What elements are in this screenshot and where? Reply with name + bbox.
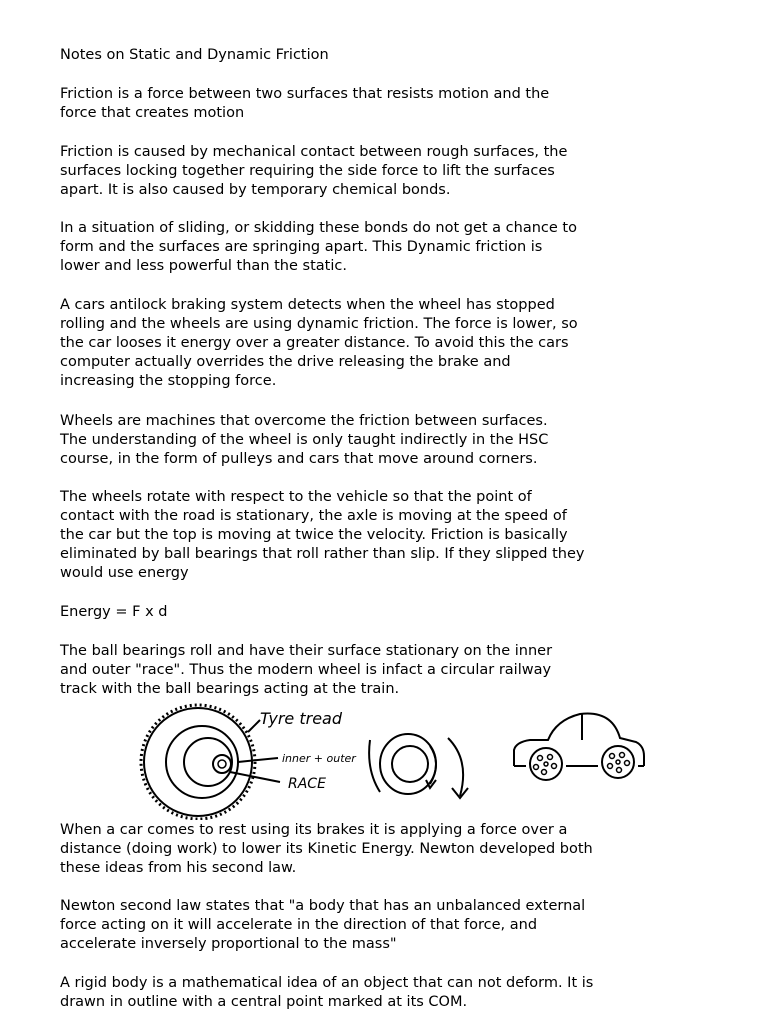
paragraph-wheel-rotation: The wheels rotate with respect to the vehicle so that the point of contact with the road is stationary, the axle is moving at the speed of the car but the top is moving at twice the velocity. Friction is basically eliminated by ball bearings that roll rather than slip. If they slipped they would use energy <box>60 489 585 581</box>
energy-formula: Energy = F x d <box>60 604 168 620</box>
paragraph-car-brakes: When a car comes to rest using its brakes it is applying a force over a distance (doing work) to lower its Kinetic Energy. Newton developed both these ideas from his second law. <box>60 822 593 876</box>
paragraph-newton-second-law: Newton second law states that "a body that has an unbalanced external force acting on it will accelerate in the direction of that force, and accelerate inversely proportional to the mass" <box>60 898 586 952</box>
paragraph-friction-cause: Friction is caused by mechanical contact between rough surfaces, the surfaces locking together requiring the side force to lift the surfaces apart. It is also caused by temporary chemical bonds. <box>60 144 568 198</box>
race-label: RACE <box>288 776 326 792</box>
paragraph-ball-bearings: The ball bearings roll and have their surface stationary on the inner and outer "race". Thus the modern wheel is infact a circular railway track with the ball bearings acting at the train. <box>60 643 553 697</box>
document-title: Notes on Static and Dynamic Friction <box>60 47 329 63</box>
paragraph-wheels-machines: Wheels are machines that overcome the friction between surfaces. The understanding of the wheel is only taught indirectly in the HSC course, in the form of pulleys and cars that move around corners. <box>60 413 549 467</box>
tyre-tread-label: Tyre tread <box>260 709 343 728</box>
paragraph-antilock-braking: A cars antilock braking system detects when the wheel has stopped rolling and the wheels are using dynamic friction. The force is lower, so the car looses it energy over a greater distance. To avoid this the cars computer actually overrides the drive releasing the brake and increasing the stopping force. <box>60 297 578 389</box>
paragraph-rigid-body: A rigid body is a mathematical idea of an object that can not deform. It is drawn in outline with a central point marked at its COM. <box>60 975 594 1010</box>
rolling-circle-drawing <box>369 734 468 798</box>
wheel-sketch <box>130 700 660 820</box>
inner-outer-label: inner + outer <box>282 752 356 765</box>
paragraph-friction-definition: Friction is a force between two surfaces that resists motion and the force that creates motion <box>60 86 550 121</box>
paragraph-dynamic-friction: In a situation of sliding, or skidding these bonds do not get a chance to form and the surfaces are springing apart. This Dynamic friction is lower and less powerful than the static. <box>60 220 577 274</box>
car-drawing <box>514 714 644 781</box>
